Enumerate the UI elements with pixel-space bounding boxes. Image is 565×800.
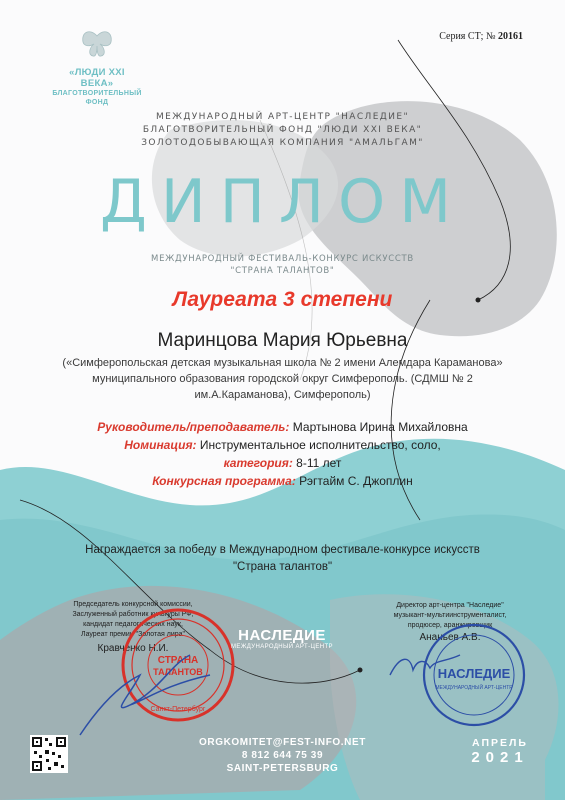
nomination-row bbox=[0, 436, 565, 454]
serial-value: 20161 bbox=[498, 31, 523, 42]
nasledie-logo-name: НАСЛЕДИЕ bbox=[238, 627, 326, 644]
logo-sub2: ФОНД bbox=[85, 99, 109, 106]
serial-label: Серия СТ; № bbox=[439, 31, 496, 42]
recipient-name: Маринцова Мария Юрьевна bbox=[157, 330, 408, 351]
people-xxi-logo bbox=[52, 30, 142, 107]
nasledie-logo-sub: МЕЖДУНАРОДНЫЙ АРТ-ЦЕНТР bbox=[231, 644, 333, 650]
issue-month: АПРЕЛЬ bbox=[472, 737, 528, 749]
school-line-1: («Симферопольская детская музыкальная школа № 2 имени Алемдара Караманова» bbox=[62, 357, 503, 369]
category-label: категория: bbox=[223, 456, 293, 470]
nasledie-logo bbox=[228, 627, 336, 650]
festival-line-1: МЕЖДУНАРОДНЫЙ ФЕСТИВАЛЬ-КОНКУРС ИСКУССТВ bbox=[151, 254, 414, 264]
laureate-degree: Лауреата 3 степени bbox=[172, 288, 393, 311]
stamp-right-line-2: МЕЖДУНАРОДНЫЙ АРТ-ЦЕНТР bbox=[435, 685, 513, 691]
festival-name bbox=[0, 253, 565, 277]
issue-date bbox=[455, 737, 545, 766]
sig-right-line-1: Директор арт-центра "Наследие" bbox=[396, 602, 504, 609]
award-line-2: "Страна талантов" bbox=[232, 561, 333, 573]
logo-name: «ЛЮДИ XXI ВЕКА» bbox=[69, 67, 125, 89]
category-value: 8-11 лет bbox=[296, 456, 342, 470]
sig-left-line-4: Лауреат премии "Золотая лира" bbox=[80, 631, 186, 638]
issue-year: 2021 bbox=[471, 749, 529, 766]
sig-right-name: Ананьев А.В. bbox=[419, 632, 481, 643]
signature-left-scrawl bbox=[70, 645, 220, 745]
festival-line-2: "СТРАНА ТАЛАНТОВ" bbox=[230, 266, 335, 276]
program-label: Конкурсная программа: bbox=[152, 474, 296, 488]
sig-right-line-2: музыкант-мультиинструменталист, bbox=[393, 612, 507, 619]
award-line-1: Награждается за победу в Международном фестивале-конкурсе искусств bbox=[85, 544, 480, 556]
category-row bbox=[0, 454, 565, 472]
program-row bbox=[0, 472, 565, 490]
sig-left-line-1: Председатель конкурсной комиссии, bbox=[73, 601, 193, 608]
teacher-value: Мартынова Ирина Михайловна bbox=[292, 420, 468, 434]
organizer-1: МЕЖДУНАРОДНЫЙ АРТ-ЦЕНТР "НАСЛЕДИЕ" bbox=[156, 112, 409, 122]
participant-details bbox=[0, 418, 565, 490]
diploma-title: ДИПЛОМ bbox=[100, 167, 465, 237]
program-value: Рэгтайм С. Джоплин bbox=[299, 474, 413, 488]
teacher-label: Руководитель/преподаватель: bbox=[97, 420, 290, 434]
award-text bbox=[0, 542, 565, 576]
sig-left-name: Кравченко Н.И. bbox=[97, 643, 169, 654]
school-line-2: муниципального образования городской округ Симферополь. (СДМШ № 2 bbox=[92, 373, 473, 385]
nomination-label: Номинация: bbox=[124, 438, 197, 452]
sig-left-line-3: кандидат педагогических наук, bbox=[83, 621, 183, 628]
school-info bbox=[40, 355, 525, 403]
logo-sub1: БЛАГОТВОРИТЕЛЬНЫЙ bbox=[52, 90, 142, 97]
organizer-2: БЛАГОТВОРИТЕЛЬНЫЙ ФОНД "ЛЮДИ XXI ВЕКА" bbox=[142, 125, 423, 135]
school-line-3: им.А.Караманова), Симферополь) bbox=[194, 389, 371, 401]
signature-right-scrawl bbox=[385, 640, 465, 690]
sig-right-line-3: продюсер, аранжировщик bbox=[407, 622, 493, 629]
contact-city: SAINT-PETERSBURG bbox=[226, 763, 339, 774]
contact-email[interactable]: ORGKOMITET@FEST-INFO.NET bbox=[199, 737, 366, 748]
stamp-right-line-1: НАСЛЕДИЕ bbox=[437, 666, 511, 681]
butterfly-icon bbox=[80, 30, 114, 58]
organizers bbox=[0, 111, 565, 150]
contact-phone: 8 812 644 75 39 bbox=[241, 750, 324, 761]
stamp-left-line-2: ТАЛАНТОВ bbox=[153, 667, 203, 677]
teacher-row bbox=[0, 418, 565, 436]
stamp-left-ring: Санкт-Петербург bbox=[150, 706, 206, 713]
organizer-3: ЗОЛОТОДОБЫВАЮЩАЯ КОМПАНИЯ "АМАЛЬГАМ" bbox=[141, 138, 424, 148]
sig-left-line-2: Заслуженный работник культуры РФ, bbox=[72, 611, 194, 618]
nomination-value: Инструментальное исполнительство, соло, bbox=[199, 438, 441, 452]
stamp-left-line-1: СТРАНА bbox=[157, 655, 199, 666]
serial-number bbox=[439, 31, 523, 42]
